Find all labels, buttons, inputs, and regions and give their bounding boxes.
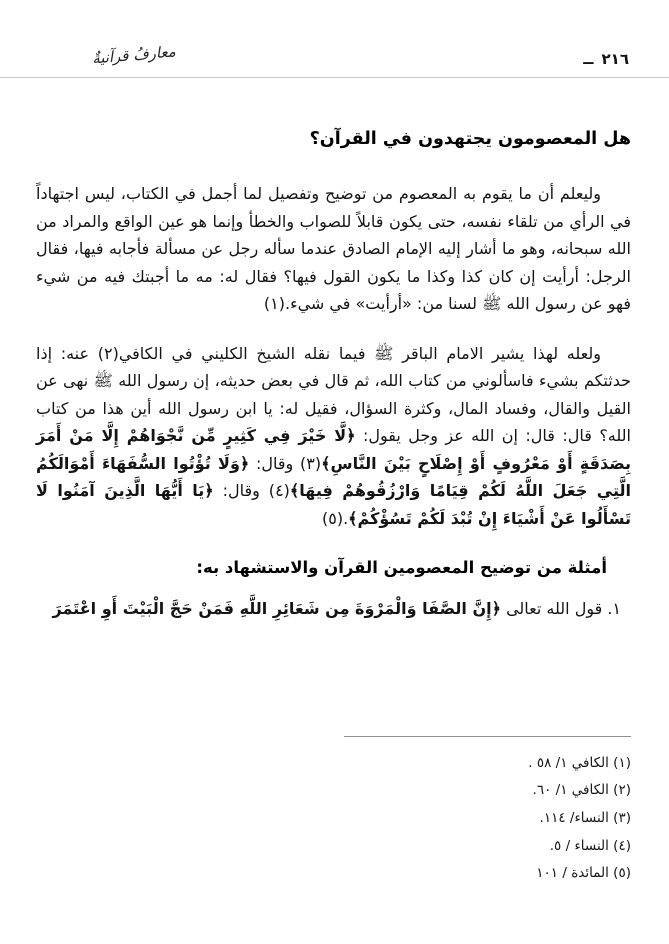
quran-verse: ﴿وَلَا تُؤْتُوا السُّفَهَاءَ أَمْوَالَكُمُ الَّتِي جَعَلَ اللَّهُ لَكُمْ قِيَامًا وَارْزُقُوهُمْ فِيهَا﴾ bbox=[36, 453, 631, 501]
page-number-area bbox=[583, 50, 629, 68]
footnote-2: (٢) الكافي ١/ ٦٠. bbox=[532, 782, 631, 799]
prose-text: (٤) وقال: bbox=[213, 481, 290, 501]
examples-subheading: أمثلة من توضيح المعصومين القرآن والاستشهاد به: bbox=[196, 558, 607, 578]
quran-verse: ﴿يَا أَيُّهَا الَّذِينَ آمَنُوا لَا تَسْأَلُوا عَنْ أَشْيَاءَ إِنْ تُبْدَ لَكُمْ تَسُؤْكُمْ﴾ bbox=[36, 481, 631, 528]
footnote-1: (١) الكافي ١/ ٥٨ . bbox=[528, 754, 631, 771]
prose-text: .(٥) bbox=[321, 508, 349, 528]
paragraph-1: وليعلم أن ما يقوم به المعصوم من توضيح وتفصيل لما أجمل في الكتاب، ليس اجتهاداً في الرأي من تلقاء نفسه، حتى يكون قابلاً للصواب والخطأ وإنما هو عين الواقع والمراد من الله سبحانه، وهو ما أشار إليه الإمام الصادق عندما سأله رجل عن مسألة فأجابه فيها، فقال الرجل: أرأيت إن كان كذا وكذا ما يكون القول فيها؟ فقال له: مه ما أجبتك فيه من شيء فهو عن رسول الله ﷺ لسنا من: «أرأيت» في شيء.(١) bbox=[36, 184, 631, 314]
page-number: ٢١٦ bbox=[601, 50, 629, 68]
running-header bbox=[0, 44, 669, 76]
page-number-dash: ــ bbox=[583, 50, 594, 68]
footnote-4: (٤) النساء / ٥. bbox=[549, 837, 631, 854]
footnote-3: (٣) النساء/ ١١٤. bbox=[539, 809, 631, 826]
footnote-divider bbox=[344, 736, 631, 737]
prose-text: ولعله لهذا يشير الامام الباقر ﷺ فيما نقله الشيخ الكليني في الكافي(٢) عنه: إذا حدثتكم بشيء فاسألوني من كتاب الله، ثم قال في بعض حديثه، إن رسول الله ﷺ نهى عن القيل والقال، وفساد المال، وكثرة السؤال، فقيل له: يا ابن رسول الله أين هذا من كتاب الله؟ قال: قال: إن الله عز وجل يقول: bbox=[36, 343, 631, 446]
quran-verse: ﴿لَّا خَيْرَ فِي كَثِيرٍ مِّن نَّجْوَاهُمْ إِلَّا مَنْ أَمَرَ بِصَدَقَةٍ أَوْ مَعْرُوفٍ أَوْ إِصْلَاحٍ بَيْنَ النَّاسِ﴾ bbox=[36, 426, 631, 473]
header-divider bbox=[0, 77, 669, 78]
quran-verse: ﴿إِنَّ الصَّفَا وَالْمَرْوَةَ مِن شَعَائِرِ اللَّهِ فَمَنْ حَجَّ الْبَيْتَ أَوِ اعْتَمَرَ bbox=[52, 598, 501, 618]
list-item-1 bbox=[36, 595, 621, 623]
paragraph-2 bbox=[36, 340, 631, 533]
book-title: معارفُ قرآنيةٌ bbox=[91, 42, 177, 68]
prose-text: ١. قول الله تعالى bbox=[500, 598, 621, 618]
footnotes-section bbox=[38, 736, 631, 888]
footnote-5: (٥) المائدة / ١٠١ bbox=[536, 865, 631, 882]
section-heading: هل المعصومون يجتهدون في القرآن؟ bbox=[309, 129, 631, 149]
page-content bbox=[36, 124, 631, 622]
prose-text: (٣) وقال: bbox=[249, 453, 322, 473]
